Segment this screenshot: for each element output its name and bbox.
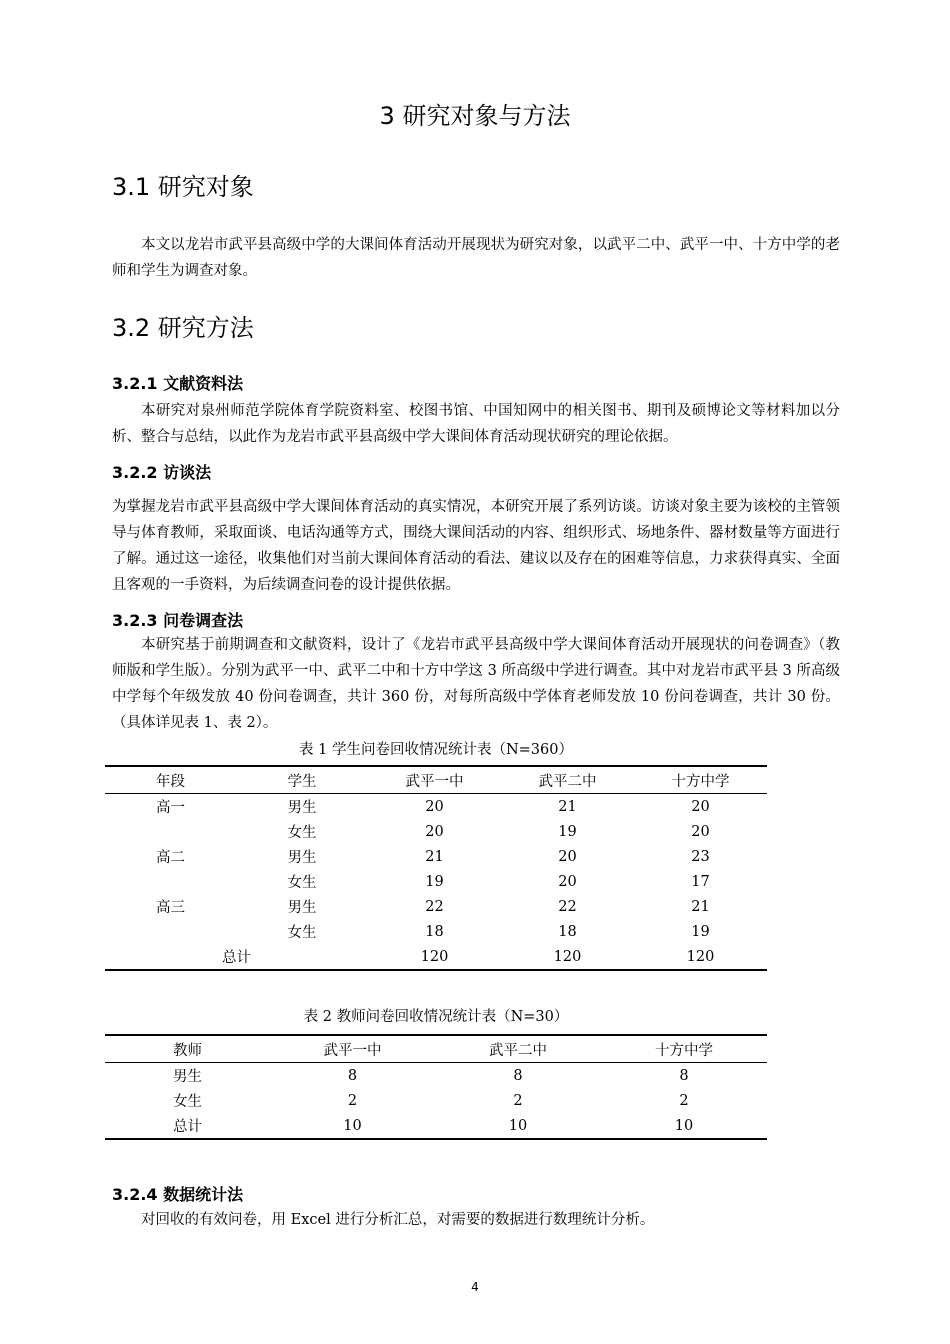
table-cell: 20 xyxy=(691,823,710,840)
subsection-heading-3-2-4: 3.2.4 数据统计法 xyxy=(112,1185,244,1204)
header-cell: 十方中学 xyxy=(601,1035,767,1063)
table-cell: 21 xyxy=(691,898,710,915)
table-cell: 21 xyxy=(558,798,577,815)
table-cell: 10 xyxy=(435,1113,601,1139)
table-total-row xyxy=(105,1113,767,1139)
table-cell: 女生 xyxy=(287,875,317,891)
table-cell xyxy=(105,819,236,844)
table1-caption: 表 1 学生问卷回收情况统计表（N=360） xyxy=(299,742,573,758)
table-cell: 18 xyxy=(558,923,577,940)
table-row xyxy=(105,869,767,894)
paragraph-statistics-method: 对回收的有效问卷，用 Excel 进行分析汇总，对需要的数据进行数理统计分析。 xyxy=(141,1212,655,1228)
table-teacher-questionnaire xyxy=(105,1034,767,1140)
table-cell: 2 xyxy=(513,1092,523,1109)
table-cell: 男生 xyxy=(173,1069,202,1085)
table-cell: 男生 xyxy=(287,850,317,866)
table-header-row xyxy=(105,766,767,794)
section-heading-3-1: 3.1 研究对象 xyxy=(112,173,254,201)
table-cell: 20 xyxy=(425,798,444,815)
table-row xyxy=(105,1063,767,1089)
table-cell: 20 xyxy=(558,848,577,865)
table-row xyxy=(105,1088,767,1113)
table-cell: 23 xyxy=(691,848,710,865)
subsection-heading-3-2-2: 3.2.2 访谈法 xyxy=(112,463,212,482)
table-cell: 高二 xyxy=(156,850,185,866)
table-cell: 男生 xyxy=(287,900,317,916)
table-student-questionnaire xyxy=(105,765,767,971)
table-cell: 8 xyxy=(513,1067,523,1084)
paragraph-questionnaire-method: 本研究基于前期调查和文献资料，设计了《龙岩市武平县高级中学大课间体育活动开展现状的问卷调查》（教师版和学生版）。分别为武平一中、武平二中和十方中学这 3 所高级中学进行调查。其中对龙岩市武平县 3 所高级中学每个年级发放 40 份问卷调查，共计 360 份，对每所高级中学体育老师发放 10 份问卷调查，共计 30 份。（具体详见表 1、表 2）。 xyxy=(112,637,840,731)
header-cell: 年段 xyxy=(105,766,236,794)
table2-caption: 表 2 教师问卷回收情况统计表（N=30） xyxy=(303,1009,569,1025)
header-cell: 武平二中 xyxy=(435,1035,601,1063)
header-cell: 武平一中 xyxy=(270,1035,435,1063)
table-cell: 10 xyxy=(601,1113,767,1139)
paragraph-interview-method: 为掌握龙岩市武平县高级中学大课间体育活动的真实情况，本研究开展了系列访谈。访谈对象主要为该校的主管领导与体育教师，采取面谈、电话沟通等方式，围绕大课间活动的内容、组织形式、场地条件、器材数量等方面进行了解。通过这一途径，收集他们对当前大课间体育活动的看法、建议以及存在的困难等信息，力求获得真实、全面且客观的一手资料，为后续调查问卷的设计提供依据。 xyxy=(112,499,840,593)
header-cell: 教师 xyxy=(105,1035,270,1063)
table-cell: 总计 xyxy=(105,1113,270,1139)
table-cell: 男生 xyxy=(287,800,317,816)
table-cell xyxy=(105,919,236,944)
table-cell: 19 xyxy=(691,923,710,940)
subsection-heading-3-2-3: 3.2.3 问卷调查法 xyxy=(112,611,244,630)
table-cell: 22 xyxy=(425,898,444,915)
table-cell: 20 xyxy=(558,873,577,890)
paragraph-research-object: 本文以龙岩市武平县高级中学的大课间体育活动开展现状为研究对象，以武平二中、武平一中、十方中学的老师和学生为调查对象。 xyxy=(112,237,840,279)
total-label-cell: 总计 xyxy=(105,944,368,970)
subsection-heading-3-2-1: 3.2.1 文献资料法 xyxy=(112,374,244,393)
table-cell: 女生 xyxy=(173,1094,202,1110)
header-cell: 学生 xyxy=(236,766,368,794)
table-row xyxy=(105,919,767,944)
header-cell: 武平二中 xyxy=(501,766,634,794)
table-cell: 女生 xyxy=(287,925,317,941)
table-cell: 120 xyxy=(634,944,767,970)
chapter-title: 3 研究对象与方法 xyxy=(379,102,571,130)
table-cell: 20 xyxy=(691,798,710,815)
table-cell: 20 xyxy=(425,823,444,840)
table-cell: 8 xyxy=(347,1067,358,1084)
table-cell: 8 xyxy=(679,1067,689,1084)
table-row xyxy=(105,819,767,844)
table-cell: 21 xyxy=(425,848,444,865)
table-total-row xyxy=(105,944,767,970)
table-header-row xyxy=(105,1035,767,1063)
table-cell: 120 xyxy=(501,944,634,970)
table-cell: 120 xyxy=(368,944,501,970)
table-cell: 2 xyxy=(679,1092,689,1109)
table-row xyxy=(105,894,767,919)
table-cell: 18 xyxy=(425,923,444,940)
section-heading-3-2: 3.2 研究方法 xyxy=(112,314,254,342)
table-cell: 2 xyxy=(347,1092,358,1109)
header-cell: 十方中学 xyxy=(634,766,767,794)
table-cell: 女生 xyxy=(287,825,317,841)
table-row xyxy=(105,794,767,820)
table-cell: 17 xyxy=(691,873,710,890)
header-cell: 武平一中 xyxy=(368,766,501,794)
paragraph-literature-method: 本研究对泉州师范学院体育学院资料室、校图书馆、中国知网中的相关图书、期刊及硕博论文等材料加以分析、整合与总结，以此作为龙岩市武平县高级中学大课间体育活动现状研究的理论依据。 xyxy=(112,403,840,445)
page-number: 4 xyxy=(471,1280,479,1294)
table-cell: 19 xyxy=(558,823,577,840)
table-cell: 10 xyxy=(270,1113,435,1139)
table-cell: 高一 xyxy=(156,800,185,816)
table-cell xyxy=(105,869,236,894)
table-cell: 19 xyxy=(425,873,444,890)
table-row xyxy=(105,844,767,869)
table-cell: 22 xyxy=(558,898,577,915)
table-cell: 高三 xyxy=(156,900,185,916)
